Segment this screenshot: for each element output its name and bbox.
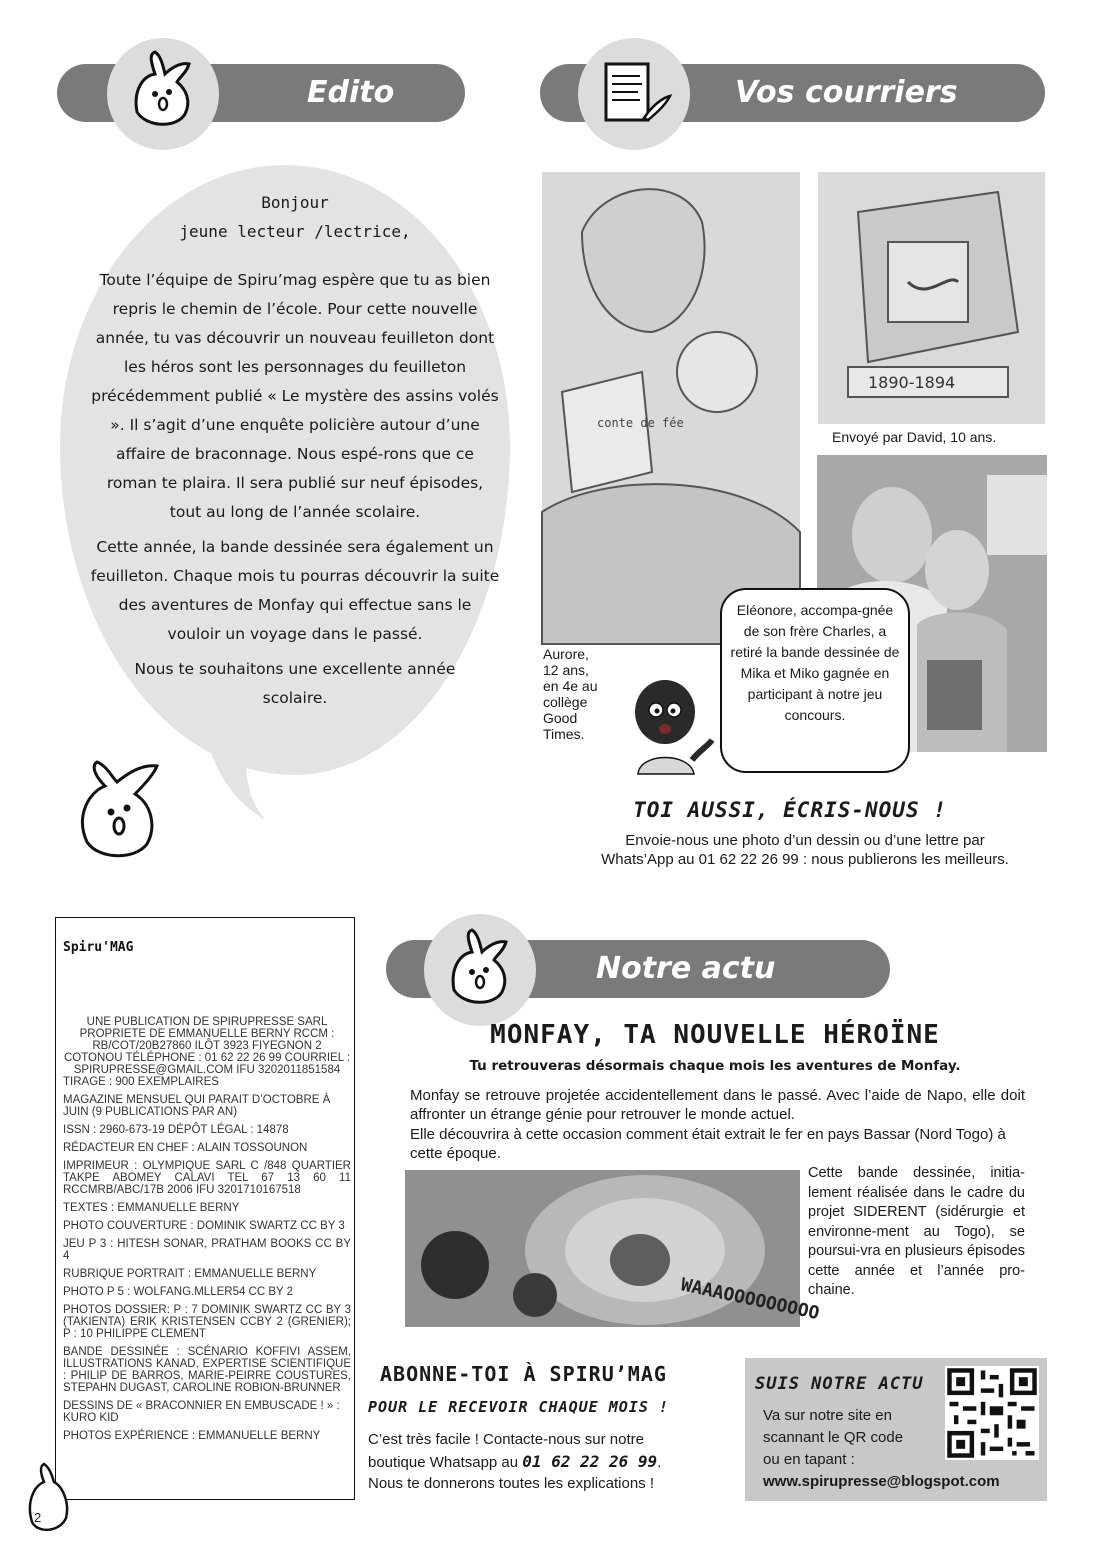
drawing-book-label: conte de fée [597, 416, 684, 430]
follow-line-3: ou en tapant : [763, 1451, 855, 1468]
imprint-magazine: MAGAZINE MENSUEL QUI PARAIT D’OCTOBRE À JUIN (9 PUBLICATIONS PAR AN) [63, 1094, 331, 1118]
subscribe-title: ABONNE-TOI À SPIRU’MAG [380, 1362, 667, 1386]
edito-paragraph-1: Toute l’équipe de Spiru’mag espère que tu as bien repris le chemin de l’école. Pour cette nouvelle année, tu vas découvrir un nouveau feuilleton dont les héros sont les personnages du feuilleton précédemment publié « Le mystère des assins volés ». Il s’agit d’une enquête policière autour d’une affaire de braconnage. Nous espé-rons que ce roman te plaira. Il sera publié sur neuf épisodes, tout au long de l’année scolaire. [91, 271, 499, 521]
actu-title: Notre actu [596, 951, 776, 986]
boy-character-illustration [620, 674, 715, 774]
edito-paragraph-2: Cette année, la bande dessinée sera également un feuilleton. Chaque mois tu pourras découvrir la suite des aventures de Monfay qui effectue sans le vouloir un voyage dans le passé. [90, 538, 500, 643]
follow-title: SUIS NOTRE ACTU [755, 1374, 924, 1394]
imprint-publisher: UNE PUBLICATION DE SPIRUPRESSE SARL PROPRIETE DE EMMANUELLE BERNY RCCM : RB/COT/20B27860 ILÔT 3923 FIYEGNON 2 COTONOU TÉLÉPHONE : 01 62 22 26 99 COURRIEL : SPIRUPRESSE@GMAIL.COM IFU 3202011851584 [63, 1016, 351, 1076]
mascot-icon [424, 914, 536, 1026]
subscribe-subtitle: POUR LE RECEVOIR CHAQUE MOIS ! [368, 1398, 669, 1416]
imprint-tirage: TIRAGE : 900 EXEMPLAIRES [63, 1076, 219, 1088]
edito-title: Edito [307, 75, 395, 110]
imprint-portrait: RUBRIQUE PORTRAIT : EMMANUELLE BERNY [63, 1268, 317, 1280]
imprint-brand: Spiru'MAG [63, 940, 134, 955]
courriers-cta-line1: Envoie-nous une photo d’un dessin ou d’une lettre par [625, 832, 985, 849]
subscribe-line-2-suffix: . [657, 1454, 662, 1471]
subscribe-line-1: C’est très facile ! Contacte-nous sur notre [368, 1431, 644, 1448]
subscribe-line-3: Nous te donnerons toutes les explications ! [368, 1475, 655, 1492]
subscribe-phone[interactable]: 01 62 22 26 99 [522, 1452, 658, 1471]
imprint-textes: TEXTES : EMMANUELLE BERNY [63, 1202, 240, 1214]
imprint-imprimeur: IMPRIMEUR : OLYMPIQUE SARL C /848 QUARTIER TAKPE ABOMEY CALAVI TEL 67 13 60 11 RCCMRB/ABC/17B 2006 IFU 3201710167518 [63, 1160, 351, 1196]
imprint-photo-p5: PHOTO P 5 : WOLFANG.MLLER54 CC BY 2 [63, 1286, 294, 1298]
imprint-redacteur: RÉDACTEUR EN CHEF : ALAIN TOSSOUNON [63, 1142, 308, 1154]
follow-url[interactable]: www.spirupresse@blogspot.com [763, 1473, 1000, 1490]
letter-quill-icon [578, 38, 690, 150]
comic-panel-monfay [405, 1170, 822, 1327]
drawing-date-label: 1890-1894 [868, 373, 956, 392]
imprint-photo-couverture: PHOTO COUVERTURE : DOMINIK SWARTZ CC BY 3 [63, 1220, 345, 1232]
follow-box [745, 1358, 1047, 1501]
comic-sfx: WAAAOOOOOOOOO [678, 1274, 822, 1325]
edito-bottom-mascot [65, 752, 185, 864]
edito-bubble-tail [195, 735, 285, 825]
actu-mascot-badge [424, 914, 536, 1026]
courriers-title: Vos courriers [735, 75, 958, 110]
caption-david: Envoyé par David, 10 ans. [832, 429, 997, 445]
imprint-box [55, 917, 355, 1500]
imprint-bd: BANDE DESSINÉE : SCÉNARIO KOFFIVI ASSEM, ILLUSTRATIONS KANAD, EXPERTISE SCIENTIFIQUE : PHILIP DE BARROS, MARIE-PEIRRE COUSTURES, STEPAHN DUGAST, CAROLINE ROBION-BRUNNER [63, 1346, 351, 1394]
speech-bubble-eleonore: Eléonore, accompa-gnée de son frère Charles, a retiré la bande dessinée de Mika et Miko gagnée en participant à notre jeu concours. [720, 588, 910, 773]
edito-greeting-line1: Bonjour [261, 193, 329, 212]
edito-mascot-badge [107, 38, 219, 150]
page-number-mascot [24, 1462, 74, 1534]
imprint-experience: PHOTOS EXPÉRIENCE : EMMANUELLE BERNY [63, 1430, 321, 1442]
actu-paragraph-2: Elle découvrira à cette occasion comment était extrait le fer en pays Bassar (Nord Togo) à cette époque. [410, 1126, 1006, 1162]
follow-line-2: scannant le QR code [763, 1429, 904, 1446]
qr-code-icon[interactable] [945, 1366, 1039, 1460]
caption-aurore: Aurore, 12 ans, en 4e au collège Good Times. [543, 646, 598, 742]
actu-subhead: Tu retrouveras désormais chaque mois les aventures de Monfay. [469, 1058, 961, 1074]
edito-text [90, 188, 500, 719]
actu-headline: MONFAY, TA NOUVELLE HÉROÏNE [490, 1020, 940, 1050]
mascot-icon [107, 38, 219, 150]
subscribe-line-2 [368, 1452, 738, 1472]
imprint-dossier: PHOTOS DOSSIER: P : 7 DOMINIK SWARTZ CC BY 3 (TAKIENTA) ERIK KRISTENSEN CCBY 2 (GRENIER); P : 10 PHILIPPE CLEMENT [63, 1304, 351, 1340]
subscribe-line-2-prefix: boutique Whatsapp au [368, 1454, 519, 1471]
courriers-cta-title: TOI AUSSI, ÉCRIS-NOUS ! [633, 798, 947, 822]
edito-paragraph-3: Nous te souhaitons une excellente année scolaire. [134, 660, 456, 707]
follow-line-1: Va sur notre site en [763, 1407, 892, 1424]
drawing-mother-child [542, 172, 800, 644]
actu-paragraph-1: Monfay se retrouve projetée accidentellement dans le passé. Avec l’aide de Napo, elle doit affronter un étrange génie pour retrouver le monde actuel. [410, 1087, 1025, 1123]
drawing-monument [818, 172, 1045, 424]
edito-greeting-line2: jeune lecteur /lectrice, [179, 222, 411, 241]
actu-side-text: Cette bande dessinée, initia-lement réalisée dans le cadre du projet SIDERENT (sidérurgie et environne-ment au Togo), se poursui-vra en plusieurs épisodes cette année et l’année pro-chaine. [808, 1165, 1025, 1298]
courriers-cta-line2: Whats’App au 01 62 22 26 99 : nous publierons les meilleurs. [601, 851, 1009, 868]
imprint-jeu: JEU P 3 : HITESH SONAR, PRATHAM BOOKS CC BY 4 [63, 1238, 351, 1262]
courriers-letter-badge [578, 38, 690, 150]
page-number: 2 [34, 1510, 42, 1525]
imprint-issn: ISSN : 2960-673-19 DÉPÔT LÉGAL : 14878 [63, 1124, 289, 1136]
imprint-dessins: DESSINS DE « BRACONNIER EN EMBUSCADE ! » : KURO KID [63, 1400, 340, 1424]
